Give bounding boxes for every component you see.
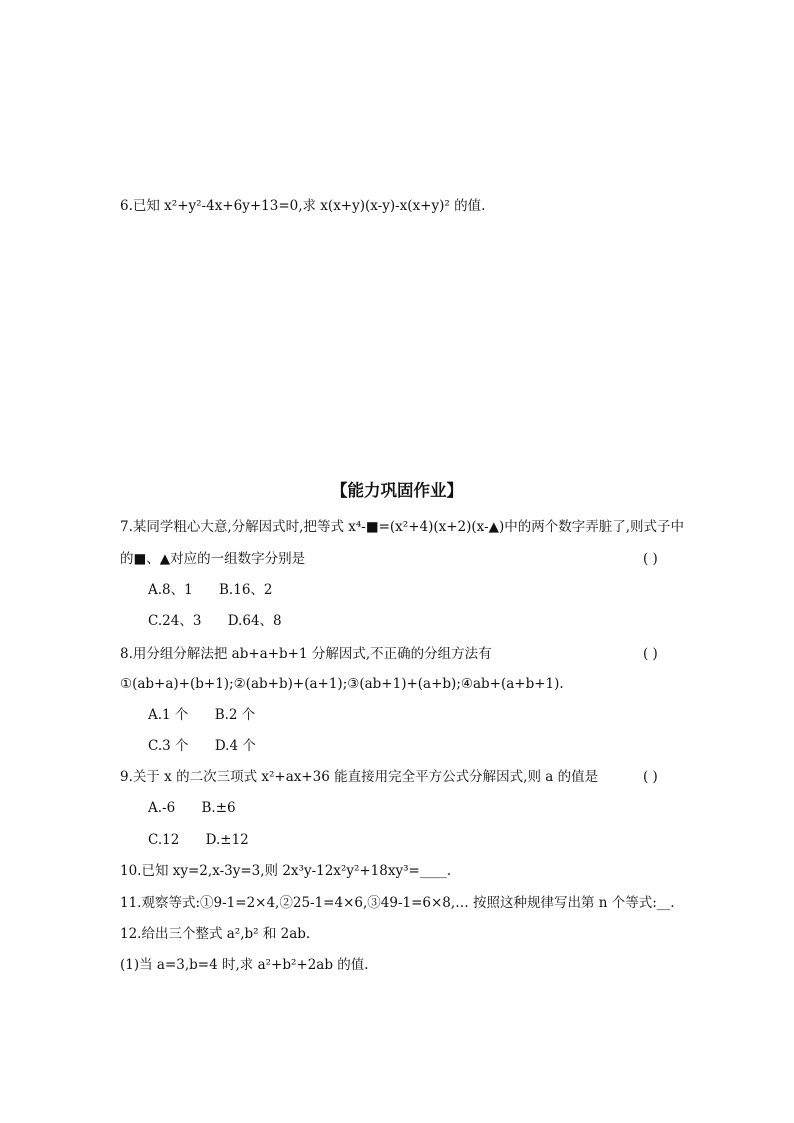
option-8a: A.1 个: [148, 707, 189, 723]
question-12-line2: (1)当 a=3,b=4 时,求 a²+b²+2ab 的值.: [120, 957, 369, 973]
question-8-options-row2: [148, 737, 256, 755]
question-11: 11.观察等式:①9-1=2×4,②25-1=4×6,③49-1=6×8,… 按照这种规律写出第 n 个等式:__.: [120, 895, 675, 911]
question-9-line1: 9.关于 x 的二次三项式 x²+ax+36 能直接用完全平方公式分解因式,则 a 的值是: [120, 769, 599, 785]
answer-paren-8: ( ): [643, 646, 658, 662]
option-7a: A.8、1: [148, 582, 193, 598]
option-8c: C.3 个: [148, 738, 189, 754]
question-12-line1: 12.给出三个整式 a²,b² 和 2ab.: [120, 926, 311, 942]
option-9d: D.±12: [205, 832, 249, 848]
option-9c: C.12: [148, 832, 180, 848]
section-title: 【能力巩固作业】: [331, 481, 463, 500]
question-6: 6.已知 x²+y²-4x+6y+13=0,求 x(x+y)(x-y)-x(x+y)² 的值.: [120, 198, 486, 214]
question-7-options-row2: [148, 612, 282, 630]
option-8b: B.2 个: [214, 707, 256, 723]
question-8-options-row1: [148, 706, 255, 724]
option-9a: A.-6: [148, 800, 176, 816]
option-9b: B.±6: [201, 800, 236, 816]
question-8-line2: ①(ab+a)+(b+1);②(ab+b)+(a+1);③(ab+1)+(a+b);④ab+(a+b+1).: [120, 676, 564, 692]
question-7-line1: 7.某同学粗心大意,分解因式时,把等式 x⁴-■=(x²+4)(x+2)(x-▲)中的两个数字弄脏了,则式子中: [120, 519, 685, 535]
question-10: 10.已知 xy=2,x-3y=3,则 2x³y-12x²y²+18xy³=____.: [120, 863, 452, 879]
question-9-options-row1: [148, 799, 236, 817]
question-7-options-row1: [148, 581, 273, 599]
option-7c: C.24、3: [148, 613, 202, 629]
option-8d: D.4 个: [214, 738, 256, 754]
option-7b: B.16、2: [219, 582, 273, 598]
answer-paren-7: ( ): [643, 551, 658, 567]
answer-paren-9: ( ): [643, 769, 658, 785]
question-8-line1: 8.用分组分解法把 ab+a+b+1 分解因式,不正确的分组方法有: [120, 646, 492, 662]
option-7d: D.64、8: [227, 613, 282, 629]
question-7-line2: 的■、▲对应的一组数字分别是: [120, 551, 306, 567]
question-9-options-row2: [148, 831, 249, 849]
